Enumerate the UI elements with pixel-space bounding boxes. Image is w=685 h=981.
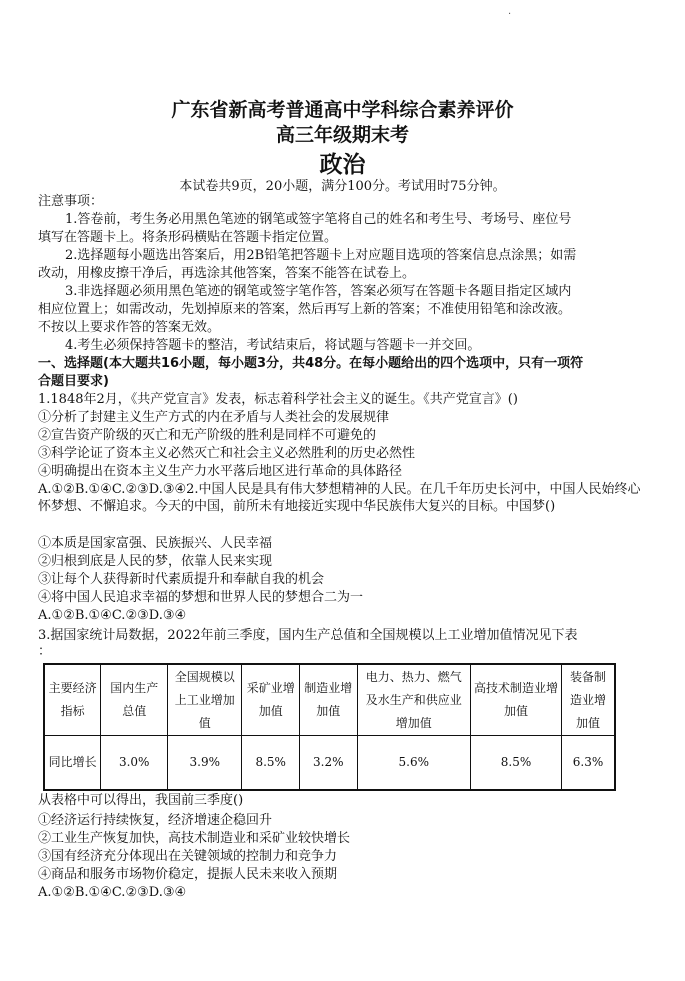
q3-stem-colon: ：	[38, 644, 52, 659]
table-cell: 5.6%	[357, 736, 470, 791]
q3-option-1: ①经济运行持续恢复，经济增速企稳回升	[38, 813, 273, 828]
economic-data-table	[43, 663, 616, 791]
table-header-cell: 装备制造业增加值	[562, 664, 615, 736]
table-cell: 3.0%	[101, 736, 168, 791]
table-cell: 8.5%	[470, 736, 561, 791]
section-heading-a: 一、选择题(本大题共16小题，每小题3分，共48分。在每小题给出的四个选项中，只有一项符	[38, 356, 584, 371]
table-header-cell: 高技术制造业增加值	[470, 664, 561, 736]
notice-item-3a: 3.非选择题必须用黑色笔迹的钢笔或签字笔作答，答案必须写在答题卡各题目指定区域内	[65, 284, 572, 299]
table-row-label: 同比增长	[44, 736, 101, 791]
table-header-cell: 主要经济指标	[44, 664, 101, 736]
table-header-cell: 制造业增加值	[299, 664, 357, 736]
table-cell: 3.2%	[299, 736, 357, 791]
notice-item-1b: 填写在答题卡上。将条形码横贴在答题卡指定位置。	[38, 230, 338, 245]
q1-answers-q2-stem: A.①②B.①④C.②③D.③④2.中国人民是具有伟大梦想精神的人民。在几千年历史长河中，中国人民始终心怀梦想、不懈追求。今天的中国，前所未有地接近实现中华民族伟大复兴的目标。中国梦()	[38, 482, 641, 514]
q1-option-2: ②宣告资产阶级的灭亡和无产阶级的胜利是同样不可避免的	[38, 428, 377, 443]
exam-info: 本试卷共9页，20小题，满分100分。考试用时75分钟。	[179, 179, 506, 194]
table-header-cell: 国内生产总值	[101, 664, 168, 736]
q3-stem: 3.据国家统计局数据，2022年前三季度，国内生产总值和全国规模以上工业增加值情况见下表	[38, 628, 578, 643]
q2-option-3: ③让每个人获得新时代素质提升和奉献自我的机会	[38, 572, 325, 587]
q3-option-4: ④商品和服务市场物价稳定，提振人民未来收入预期	[38, 867, 338, 882]
subject-title: 政治	[319, 152, 366, 178]
table-header-row	[44, 664, 615, 736]
notice-item-2b: 改动，用橡皮擦干净后，再选涂其他答案，答案不能答在试卷上。	[38, 266, 416, 281]
notice-item-3b: 相应位置上；如需改动，先划掉原来的答案，然后再写上新的答案；不准使用铅笔和涂改液。	[38, 302, 572, 317]
section-heading-b: 合题目要求)	[38, 374, 109, 389]
table-cell: 3.9%	[168, 736, 242, 791]
q3-question: 从表格中可以得出，我国前三季度()	[38, 793, 244, 808]
notice-item-1a: 1.答卷前，考生务必用黑色笔迹的钢笔或签字笔将自己的姓名和考生号、考场号、座位号	[65, 212, 572, 227]
q1-stem: 1.1848年2月，《共产党宣言》发表，标志着科学社会主义的诞生。《共产党宣言》()	[38, 392, 518, 407]
q2-option-4: ④将中国人民追求幸福的梦想和世界人民的梦想合二为一	[38, 590, 364, 605]
notice-heading: 注意事项：	[38, 194, 104, 209]
exam-title: 广东省新高考普通高中学科综合素养评价	[171, 99, 514, 121]
q1-option-1: ①分析了封建主义生产方式的内在矛盾与人类社会的发展规律	[38, 410, 390, 425]
notice-item-3c: 不按以上要求作答的答案无效。	[38, 320, 221, 335]
q1-option-4: ④明确提出在资本主义生产力水平落后地区进行革命的具体路径	[38, 464, 403, 479]
table-cell: 8.5%	[242, 736, 300, 791]
q3-option-3: ③国有经济充分体现出在关键领域的控制力和竞争力	[38, 849, 338, 864]
exam-subtitle: 高三年级期末考	[275, 124, 409, 146]
table-row	[44, 736, 615, 791]
table-header-cell: 全国规模以上工业增加值	[168, 664, 242, 736]
table-header-cell: 采矿业增加值	[242, 664, 300, 736]
q2-answers: A.①②B.①④C.②③D.③④	[38, 608, 187, 623]
q2-option-1: ①本质是国家富强、民族振兴、人民幸福	[38, 536, 273, 551]
table-header-cell: 电力、热力、燃气及水生产和供应业增加值	[357, 664, 470, 736]
q1-option-3: ③科学论证了资本主义必然灭亡和社会主义必然胜利的历史必然性	[38, 446, 416, 461]
q3-option-2: ②工业生产恢复加快，高技术制造业和采矿业较快增长	[38, 831, 351, 846]
notice-item-2a: 2.选择题每小题选出答案后，用2B铅笔把答题卡上对应题目选项的答案信息点涂黑；如需	[65, 248, 577, 263]
notice-item-4: 4.考生必须保持答题卡的整洁，考试结束后，将试题与答题卡一并交回。	[65, 338, 481, 353]
page-dot: .	[508, 6, 512, 17]
q2-option-2: ②归根到底是人民的梦，依靠人民来实现	[38, 554, 273, 569]
table-cell: 6.3%	[562, 736, 615, 791]
q3-answers: A.①②B.①④C.②③D.③④	[38, 885, 187, 900]
